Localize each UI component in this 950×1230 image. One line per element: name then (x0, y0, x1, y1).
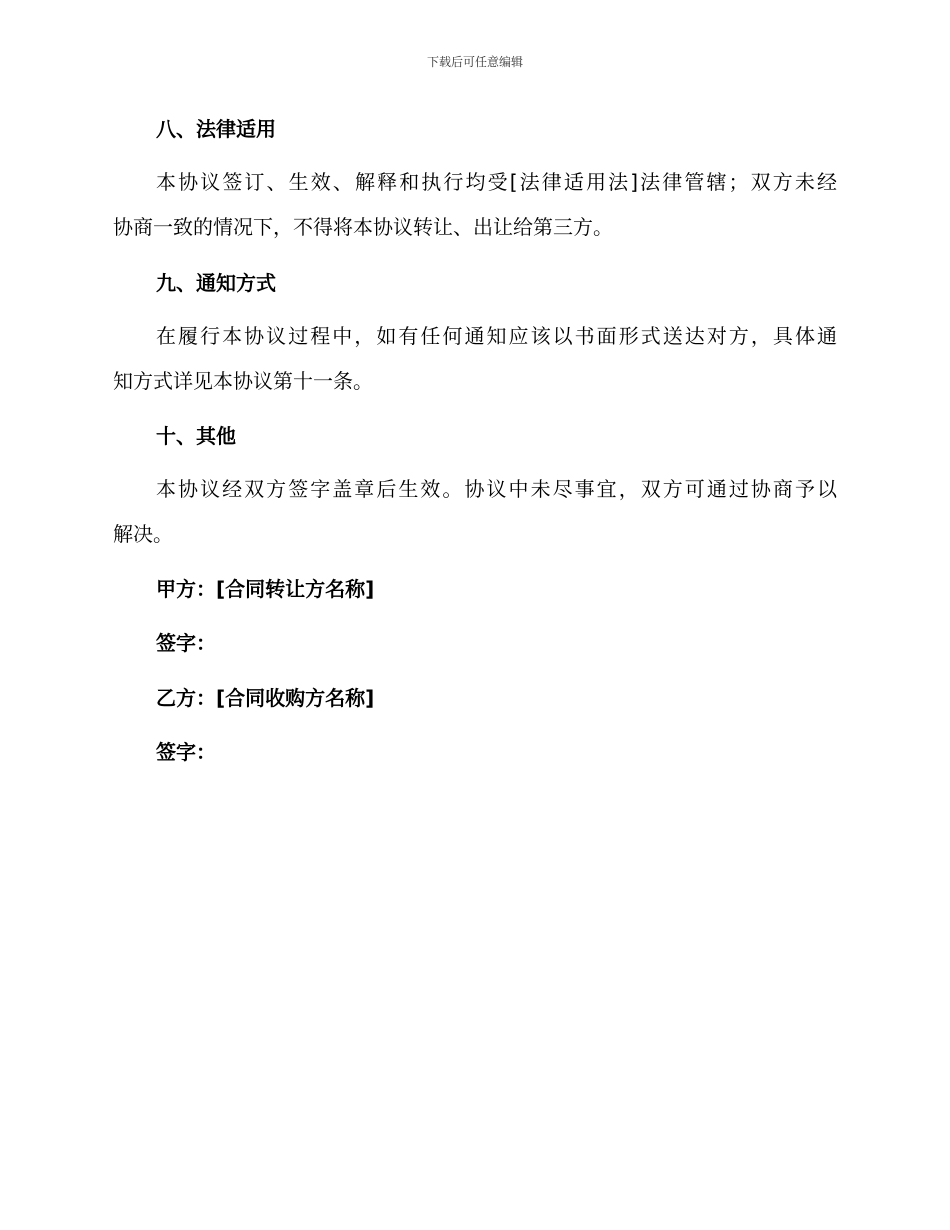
paragraph-line: 在履行本协议过程中，如有任何通知应该以书面形式送达对方，具体通 (156, 324, 837, 348)
party-b-signature-label: 签字： (156, 740, 216, 764)
paragraph-line: 知方式详见本协议第十一条。 (113, 369, 373, 393)
section-heading-other: 十、其他 (156, 424, 236, 448)
party-b-name: 乙方：[合同收购方名称] (156, 686, 375, 710)
section-paragraph-law (113, 160, 837, 250)
section-heading-law: 八、法律适用 (156, 117, 276, 141)
page-header: 下载后可任意编辑 (426, 55, 523, 69)
paragraph-line: 本协议经双方签字盖章后生效。协议中未尽事宜，双方可通过协商予以 (156, 477, 837, 501)
paragraph-line: 本协议签订、生效、解释和执行均受[法律适用法]法律管辖；双方未经 (156, 170, 837, 194)
section-heading-notice: 九、通知方式 (156, 271, 276, 295)
section-paragraph-other (113, 467, 837, 557)
party-a-name: 甲方：[合同转让方名称] (156, 577, 375, 601)
paragraph-line: 协商一致的情况下，不得将本协议转让、出让给第三方。 (113, 215, 613, 239)
paragraph-line: 解决。 (113, 522, 173, 546)
party-a-signature-label: 签字： (156, 631, 216, 655)
section-paragraph-notice (113, 314, 837, 404)
